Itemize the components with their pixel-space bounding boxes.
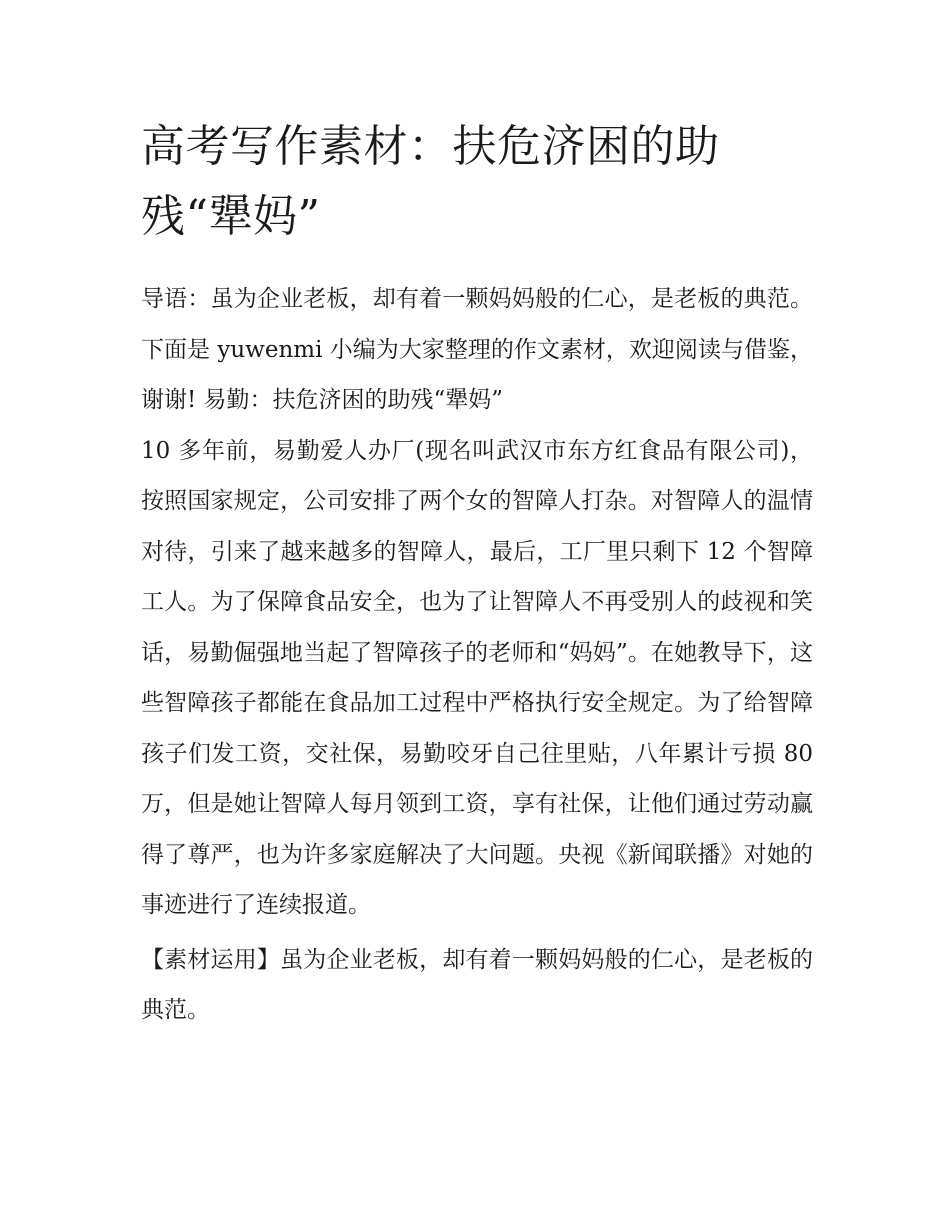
material-usage-paragraph: 【素材运用】虽为企业老板，却有着一颗妈妈般的仁心，是老板的典范。 (141, 946, 813, 1023)
document-body (141, 112, 813, 1040)
story-paragraph: 10 多年前，易勤爱人办厂(现名叫武汉市东方红食品有限公司)，按照国家规定，公司安排了两个女的智障人打杂。对智障人的温情对待，引来了越来越多的智障人，最后，工厂里只剩下 12 个智障工人。为了保障食品安全，也为了让智障人不再受别人的歧视和笑话，易勤倔强地当起了智障孩子的老师和“妈妈”。在她教导下，这些智障孩子都能在食品加工过程中严格执行安全规定。为了给智障孩子们发工资，交社保，易勤咬牙自己往里贴，八年累计亏损 80 万，但是她让智障人每月领到工资，享有社保，让他们通过劳动赢得了尊严，也为许多家庭解决了大问题。央视《新闻联播》对她的事迹进行了连续报道。 (141, 437, 813, 918)
intro-paragraph: 导语：虽为企业老板，却有着一颗妈妈般的仁心，是老板的典范。下面是 yuwenmi 小编为大家整理的作文素材，欢迎阅读与借鉴，谢谢! 易勤：扶危济困的助残“犟妈” (141, 286, 813, 413)
document-title: 高考写作素材：扶危济困的助残“犟妈” (141, 121, 720, 242)
